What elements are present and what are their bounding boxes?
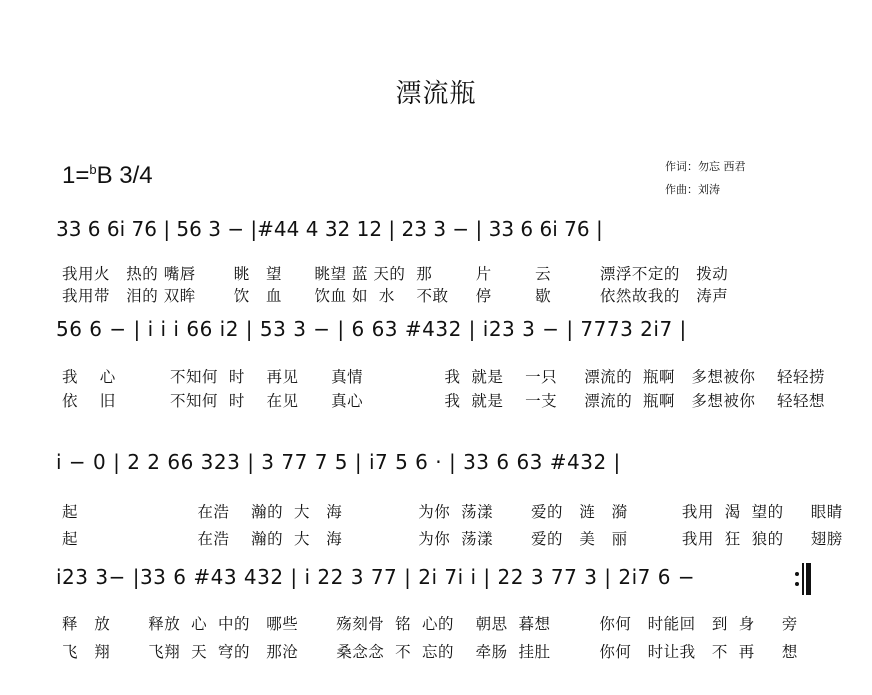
notation-line-4: i23 3− |33 6 #43 432 | i 22 3 77 | 2i 7i i | 22 3 77 3 | 2i7 6 − — [56, 565, 696, 589]
notation-line-1: 33 6 6i 76 | 56 3 − |#44 4 32 12 | 23 3 − | 33 6 6i 76 | — [56, 217, 603, 241]
song-title: 漂流瓶 — [395, 79, 477, 109]
flat-sign: b — [89, 162, 97, 177]
repeat-end-barline — [795, 563, 815, 595]
lyric-line-4b: 飞 翔 飞翔 天 穹的 那沧 桑念念 不 忘的 牵肠 挂肚 你何 时让我 不 再 想 — [62, 643, 798, 661]
lyric-line-2a: 我 心 不知何 时 再见 真情 我 就是 一只 漂流的 瓶啊 多想被你 轻轻捞 — [62, 368, 826, 386]
notation-line-3: i − 0 | 2 2 66 323 | 3 77 7 5 | i7 5 6 · | 33 6 63 #432 | — [56, 450, 621, 474]
lyricist-credit: 作词：勿忘 西君 — [665, 160, 746, 173]
key-note-time: B 3/4 — [96, 162, 153, 189]
key-signature — [62, 162, 153, 190]
composer-credit: 作曲：刘涛 — [665, 183, 720, 196]
repeat-thick-line — [806, 563, 811, 595]
key-prefix: 1= — [62, 162, 90, 189]
repeat-dot-top — [795, 572, 799, 576]
lyric-line-2b: 依 旧 不知何 时 在见 真心 我 就是 一支 漂流的 瓶啊 多想被你 轻轻想 — [62, 392, 826, 410]
lyric-line-1b: 我用带 泪的 双眸 饮 血 饮血 如 水 不敢 停 歇 依然故我的 涛声 — [62, 287, 729, 305]
lyric-line-4a: 释 放 释放 心 中的 哪些 殇刻骨 铭 心的 朝思 暮想 你何 时能回 到 身 旁 — [62, 615, 798, 633]
notation-line-2: 56 6 − | i i i 66 i2 | 53 3 − | 6 63 #432 | i23 3 − | 7773 2i7 | — [56, 317, 687, 341]
repeat-thin-line — [802, 563, 804, 595]
lyric-line-3a: 起 在浩 瀚的 大 海 为你 荡漾 爱的 涟 漪 我用 渴 望的 眼睛 — [62, 503, 843, 521]
lyric-line-1a: 我用火 热的 嘴唇 眺 望 眺望 蓝 天的 那 片 云 漂浮不定的 拨动 — [62, 265, 729, 283]
lyric-line-3b: 起 在浩 瀚的 大 海 为你 荡漾 爱的 美 丽 我用 狂 狼的 翅膀 — [62, 530, 843, 548]
repeat-dot-bottom — [795, 582, 799, 586]
